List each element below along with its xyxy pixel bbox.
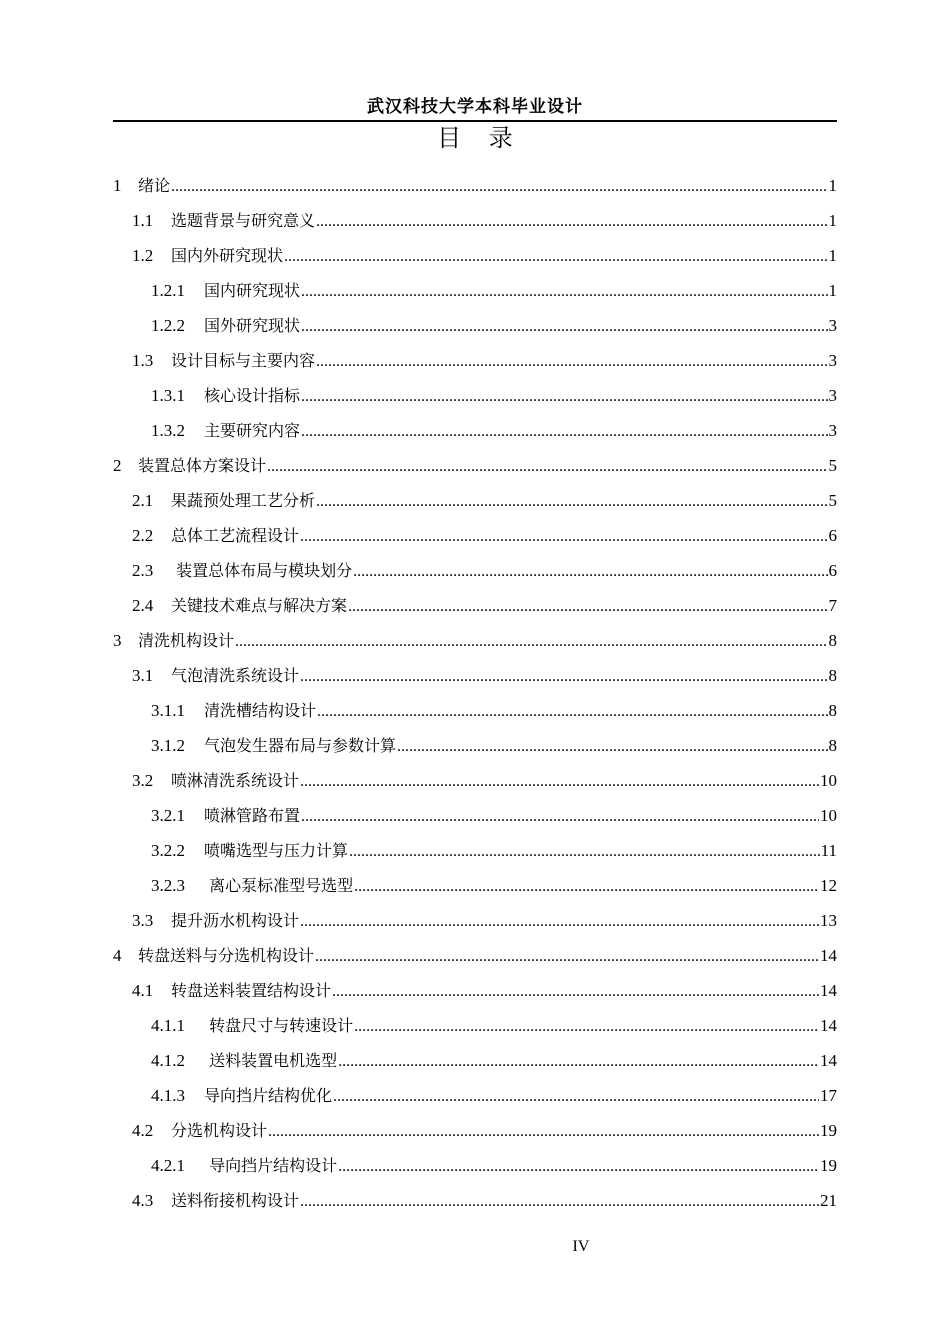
dot-leader [301, 274, 827, 309]
toc-entry[interactable] [113, 938, 837, 973]
toc-entry-number: 3 [113, 631, 122, 650]
toc-entry-page: 14 [820, 1051, 837, 1070]
toc-entry[interactable] [113, 203, 837, 238]
toc-entry-number: 4.2 [132, 1121, 154, 1140]
toc-entry-number: 3.2.2 [151, 841, 185, 860]
dot-leader [267, 449, 827, 484]
toc-entry-number: 4.3 [132, 1191, 154, 1210]
toc-entry-page: 8 [828, 666, 837, 685]
toc-entry-title: 导向挡片结构设计 [204, 1156, 338, 1175]
toc-entry-number: 4 [113, 946, 122, 965]
toc-entry-number: 4.1.1 [151, 1016, 185, 1035]
toc-entry-title: 关键技术难点与解决方案 [171, 596, 348, 615]
toc-entry-page: 3 [828, 421, 837, 440]
toc-entry-title: 喷淋清洗系统设计 [171, 771, 300, 790]
dot-leader [354, 1009, 819, 1044]
toc-entry-page: 17 [820, 1086, 837, 1105]
toc-entry-page: 8 [828, 701, 837, 720]
toc-entry[interactable] [113, 1148, 837, 1183]
toc-entry-title: 绪论 [138, 176, 171, 195]
dot-leader [316, 484, 827, 519]
toc-entry-page: 8 [828, 631, 837, 650]
toc-entry[interactable] [113, 588, 837, 623]
toc-entry-number: 4.1.2 [151, 1051, 185, 1070]
dot-leader [354, 869, 819, 904]
toc-entry-page: 6 [828, 561, 837, 580]
toc-entry-title: 提升沥水机构设计 [171, 911, 300, 930]
toc-entry-number: 1.1 [132, 211, 154, 230]
dot-leader [301, 379, 827, 414]
table-of-contents [113, 168, 837, 1218]
toc-entry-page: 13 [820, 911, 837, 930]
toc-entry-page: 1 [828, 176, 837, 195]
toc-entry-number: 1.3.2 [151, 421, 185, 440]
dot-leader [338, 1044, 819, 1079]
toc-entry-number: 1.2.1 [151, 281, 185, 300]
dot-leader [300, 764, 819, 799]
toc-entry-title: 离心泵标准型号选型 [204, 876, 354, 895]
dot-leader [300, 659, 827, 694]
toc-entry[interactable] [113, 763, 837, 798]
toc-entry-title: 装置总体布局与模块划分 [171, 561, 353, 580]
toc-entry-title: 气泡发生器布局与参数计算 [204, 736, 397, 755]
dot-leader [332, 974, 819, 1009]
toc-entry-page: 14 [820, 981, 837, 1000]
dot-leader [333, 1079, 819, 1114]
dot-leader [349, 834, 820, 869]
toc-entry-title: 清洗槽结构设计 [204, 701, 317, 720]
toc-entry-title: 气泡清洗系统设计 [171, 666, 300, 685]
toc-entry-title: 转盘尺寸与转速设计 [204, 1016, 354, 1035]
toc-entry-page: 12 [820, 876, 837, 895]
toc-entry-number: 1.2 [132, 246, 154, 265]
dot-leader [348, 589, 827, 624]
toc-entry-page: 7 [828, 596, 837, 615]
toc-entry-title: 喷嘴选型与压力计算 [204, 841, 349, 860]
toc-entry-title: 分选机构设计 [171, 1121, 268, 1140]
toc-entry-title: 国内研究现状 [204, 281, 301, 300]
toc-entry-number: 1 [113, 176, 122, 195]
toc-entry[interactable] [113, 343, 837, 378]
toc-entry-page: 10 [820, 771, 837, 790]
dot-leader [316, 204, 827, 239]
toc-entry[interactable] [113, 623, 837, 658]
toc-entry[interactable] [113, 483, 837, 518]
toc-entry-page: 3 [828, 351, 837, 370]
toc-entry-title: 总体工艺流程设计 [171, 526, 300, 545]
toc-entry[interactable] [113, 973, 837, 1008]
toc-entry-page: 3 [828, 316, 837, 335]
toc-entry-title: 国内外研究现状 [171, 246, 284, 265]
toc-entry-title: 设计目标与主要内容 [171, 351, 316, 370]
toc-entry[interactable] [113, 868, 837, 903]
toc-entry-page: 1 [828, 246, 837, 265]
toc-entry-page: 10 [820, 806, 837, 825]
toc-entry-number: 3.1.2 [151, 736, 185, 755]
toc-entry[interactable] [113, 1043, 837, 1078]
toc-entry-page: 11 [820, 841, 837, 860]
toc-entry[interactable] [113, 273, 837, 308]
dot-leader [301, 309, 827, 344]
toc-entry[interactable] [113, 308, 837, 343]
toc-entry-page: 1 [828, 281, 837, 300]
dot-leader [353, 554, 827, 589]
toc-entry-page: 21 [820, 1191, 837, 1210]
toc-entry[interactable] [113, 413, 837, 448]
toc-entry-number: 3.2.1 [151, 806, 185, 825]
toc-entry-number: 2.4 [132, 596, 154, 615]
toc-entry-number: 2.2 [132, 526, 154, 545]
toc-entry-number: 3.2.3 [151, 876, 185, 895]
dot-leader [316, 344, 827, 379]
toc-entry-number: 2.3 [132, 561, 154, 580]
toc-entry-page: 6 [828, 526, 837, 545]
toc-entry-number: 3.2 [132, 771, 154, 790]
toc-entry[interactable] [113, 378, 837, 413]
toc-entry-page: 3 [828, 386, 837, 405]
dot-leader [268, 1114, 819, 1149]
toc-entry-number: 4.2.1 [151, 1156, 185, 1175]
toc-entry[interactable] [113, 518, 837, 553]
toc-entry-title: 清洗机构设计 [138, 631, 235, 650]
toc-title: 目 录 [437, 124, 523, 152]
toc-entry[interactable] [113, 168, 837, 203]
toc-entry[interactable] [113, 448, 837, 483]
page-number: IV [572, 1238, 590, 1255]
toc-entry-title: 导向挡片结构优化 [204, 1086, 333, 1105]
toc-entry[interactable] [113, 1008, 837, 1043]
dot-leader [338, 1149, 819, 1184]
toc-entry[interactable] [113, 1113, 837, 1148]
toc-entry-title: 装置总体方案设计 [138, 456, 267, 475]
toc-entry[interactable] [113, 1183, 837, 1218]
dot-leader [284, 239, 827, 274]
toc-entry-number: 2.1 [132, 491, 154, 510]
toc-entry-number: 1.3.1 [151, 386, 185, 405]
toc-entry-title: 核心设计指标 [204, 386, 301, 405]
dot-leader [397, 729, 827, 764]
toc-entry-number: 2 [113, 456, 122, 475]
toc-entry-page: 19 [820, 1121, 837, 1140]
toc-entry-title: 果蔬预处理工艺分析 [171, 491, 316, 510]
dot-leader [300, 904, 819, 939]
toc-entry-title: 送料衔接机构设计 [171, 1191, 300, 1210]
toc-entry-title: 国外研究现状 [204, 316, 301, 335]
toc-entry[interactable] [113, 553, 837, 588]
toc-entry-number: 1.3 [132, 351, 154, 370]
dot-leader [300, 519, 827, 554]
dot-leader [235, 624, 827, 659]
toc-entry[interactable] [113, 658, 837, 693]
toc-entry-number: 4.1 [132, 981, 154, 1000]
dot-leader [300, 1184, 819, 1219]
toc-entry-number: 3.1 [132, 666, 154, 685]
toc-entry[interactable] [113, 1078, 837, 1113]
dot-leader [301, 799, 819, 834]
running-header: 武汉科技大学本科毕业设计 [367, 97, 583, 117]
toc-entry-number: 1.2.2 [151, 316, 185, 335]
toc-entry-title: 选题背景与研究意义 [171, 211, 316, 230]
toc-entry[interactable] [113, 903, 837, 938]
toc-entry-title: 主要研究内容 [204, 421, 301, 440]
toc-entry[interactable] [113, 833, 837, 868]
toc-entry-title: 转盘送料与分选机构设计 [138, 946, 315, 965]
toc-entry-page: 1 [828, 211, 837, 230]
dot-leader [315, 939, 819, 974]
toc-entry-number: 3.3 [132, 911, 154, 930]
toc-entry-number: 3.1.1 [151, 701, 185, 720]
toc-entry-page: 5 [828, 456, 837, 475]
dot-leader [317, 694, 827, 729]
toc-entry-page: 14 [820, 946, 837, 965]
toc-entry-title: 喷淋管路布置 [204, 806, 301, 825]
toc-entry[interactable] [113, 238, 837, 273]
toc-entry-number: 4.1.3 [151, 1086, 185, 1105]
toc-entry-title: 转盘送料装置结构设计 [171, 981, 332, 1000]
toc-entry[interactable] [113, 798, 837, 833]
toc-entry-page: 19 [820, 1156, 837, 1175]
toc-entry-title: 送料装置电机选型 [204, 1051, 338, 1070]
toc-entry[interactable] [113, 728, 837, 763]
toc-entry-page: 5 [828, 491, 837, 510]
toc-entry[interactable] [113, 693, 837, 728]
toc-entry-page: 14 [820, 1016, 837, 1035]
dot-leader [301, 414, 827, 449]
dot-leader [171, 169, 827, 204]
toc-entry-page: 8 [828, 736, 837, 755]
